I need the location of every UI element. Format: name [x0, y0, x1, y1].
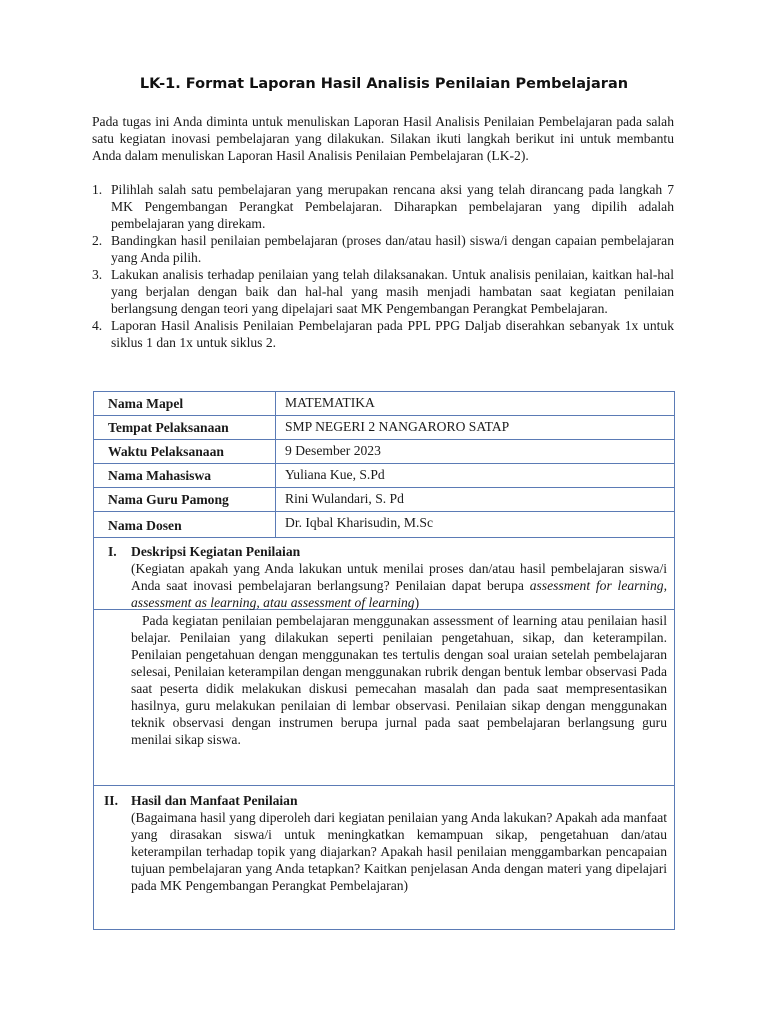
info-value[interactable]: Rini Wulandari, S. Pd [285, 491, 404, 506]
section-1-answer[interactable] [94, 610, 674, 786]
step-item [92, 181, 674, 232]
report-table [93, 391, 675, 930]
section-heading [108, 543, 300, 560]
instruction-steps [92, 181, 674, 351]
step-text: Bandingkan hasil penilaian pembelajaran (proses dan/atau hasil) siswa/i dengan capaian pembelajaran yang Anda pilih. [111, 233, 674, 265]
step-text: Lakukan analisis terhadap penilaian yang telah dilaksanakan. Untuk analisis penilaian, kaitkan hal-hal yang berjalan dengan baik dan hal-hal yang masih menjadi hambatan saat kegiatan penilaian berlangsung dengan teori yang dipelajari saat MK Pengembangan Perangkat Pembelajaran. [111, 267, 674, 316]
info-value[interactable]: MATEMATIKA [285, 395, 375, 410]
answer-text[interactable]: Pada kegiatan penilaian pembelajaran menggunakan assessment of learning atau penilaian hasil belajar. Penilaian yang dilakukan seperti penilaian pengetahuan, sikap, dan keterampilan. Penilaian pengetahuan dengan menggunakan tes tertulis dengan soal uraian setelah pembelajaran selesai, Penilaian keterampilan dengan menggunakan rubrik dengan bentuk lembar observasi Pada saat peserta didik melakukan diskusi pemecahan masalah dan pada saat mempresentasikan hasilnya, guru melakukan penilaian di lembar observasi. Penilaian sikap dengan menggunakan teknik observasi dengan instrumen berupa jurnal pada saat pembelajaran berlangsung guru menilai sikap siswa. [131, 613, 667, 747]
section-heading [104, 792, 298, 809]
info-row-waktu [94, 440, 674, 464]
info-label-cell [94, 488, 276, 511]
prompt-text: (Kegiatan apakah yang Anda lakukan untuk menilai proses dan/atau hasil pembelajaran siswa/i Anda saat inovasi pembelajaran berlangsung? Penilaian dapat berupa [131, 561, 667, 593]
info-value[interactable]: SMP NEGERI 2 NANGARORO SATAP [285, 419, 510, 434]
section-2-prompt [94, 786, 674, 929]
info-value[interactable]: Yuliana Kue, S.Pd [285, 467, 385, 482]
step-number: 3. [92, 267, 103, 282]
step-text: Laporan Hasil Analisis Penilaian Pembelajaran pada PPL PPG Daljab diserahkan sebanyak 1x untuk siklus 1 dan 1x untuk siklus 2. [111, 318, 674, 350]
section-number: I. [108, 544, 117, 559]
step-text: Pilihlah salah satu pembelajaran yang merupakan rencana aksi yang telah dirancang pada langkah 7 MK Pengembangan Perangkat Pembelajaran. Diharapkan pembelajaran yang dipilih adalah pembelajaran yang direkam. [111, 182, 674, 231]
step-item [92, 232, 674, 266]
info-row-mapel [94, 392, 674, 416]
prompt-italic-text: assessment for learning, assessment as learning, atau assessment of learning [131, 578, 668, 610]
step-item [92, 317, 674, 351]
step-number: 4. [92, 318, 103, 333]
info-label: Nama Guru Pamong [108, 492, 229, 507]
document-title: LK-1. Format Laporan Hasil Analisis Penilaian Pembelajaran [139, 76, 629, 92]
section-1-prompt [94, 538, 674, 610]
info-row-mahasiswa [94, 464, 674, 488]
info-row-guru-pamong [94, 488, 674, 512]
info-label: Nama Dosen [108, 518, 182, 533]
info-label: Nama Mapel [108, 396, 184, 411]
section-number: II. [104, 793, 118, 808]
step-number: 1. [92, 182, 103, 197]
step-item [92, 266, 674, 317]
section-prompt [131, 560, 667, 611]
section-title: Deskripsi Kegiatan Penilaian [131, 544, 301, 559]
info-label-cell [94, 416, 276, 439]
info-label-cell [94, 512, 276, 537]
section-prompt: (Bagaimana hasil yang diperoleh dari kegiatan penilaian yang Anda lakukan? Apakah ada manfaat yang dirasakan siswa/i untuk meningkatkan kemampuan sikap, pengetahuan dan/atau keterampilan terhadap topik yang diajarkan? Apakah hasil penilaian menggambarkan pencapaian tujuan pembelajaran yang Anda tetapkan? Kaitkan penjelasan Anda dengan materi yang dipelajari pada MK Pengembangan Perangkat Pembelajaran) [131, 810, 667, 893]
info-label: Nama Mahasiswa [108, 468, 212, 483]
info-label-cell [94, 464, 276, 487]
step-number: 2. [92, 233, 103, 248]
info-label-cell [94, 440, 276, 463]
info-label: Tempat Pelaksanaan [108, 420, 229, 435]
info-label-cell [94, 392, 276, 415]
prompt-close: ) [414, 595, 420, 610]
info-row-tempat [94, 416, 674, 440]
info-value[interactable]: 9 Desember 2023 [285, 443, 381, 458]
info-row-dosen [94, 512, 674, 538]
info-value[interactable]: Dr. Iqbal Kharisudin, M.Sc [285, 515, 434, 530]
info-label: Waktu Pelaksanaan [108, 444, 224, 459]
intro-paragraph: Pada tugas ini Anda diminta untuk menuliskan Laporan Hasil Analisis Penilaian Pembelajaran pada salah satu kegiatan inovasi pembelajaran yang dilakukan. Silakan ikuti langkah berikut ini untuk membantu Anda dalam menuliskan Laporan Hasil Analisis Penilaian Pembelajaran (LK-2). [92, 114, 674, 163]
section-title: Hasil dan Manfaat Penilaian [131, 793, 298, 808]
